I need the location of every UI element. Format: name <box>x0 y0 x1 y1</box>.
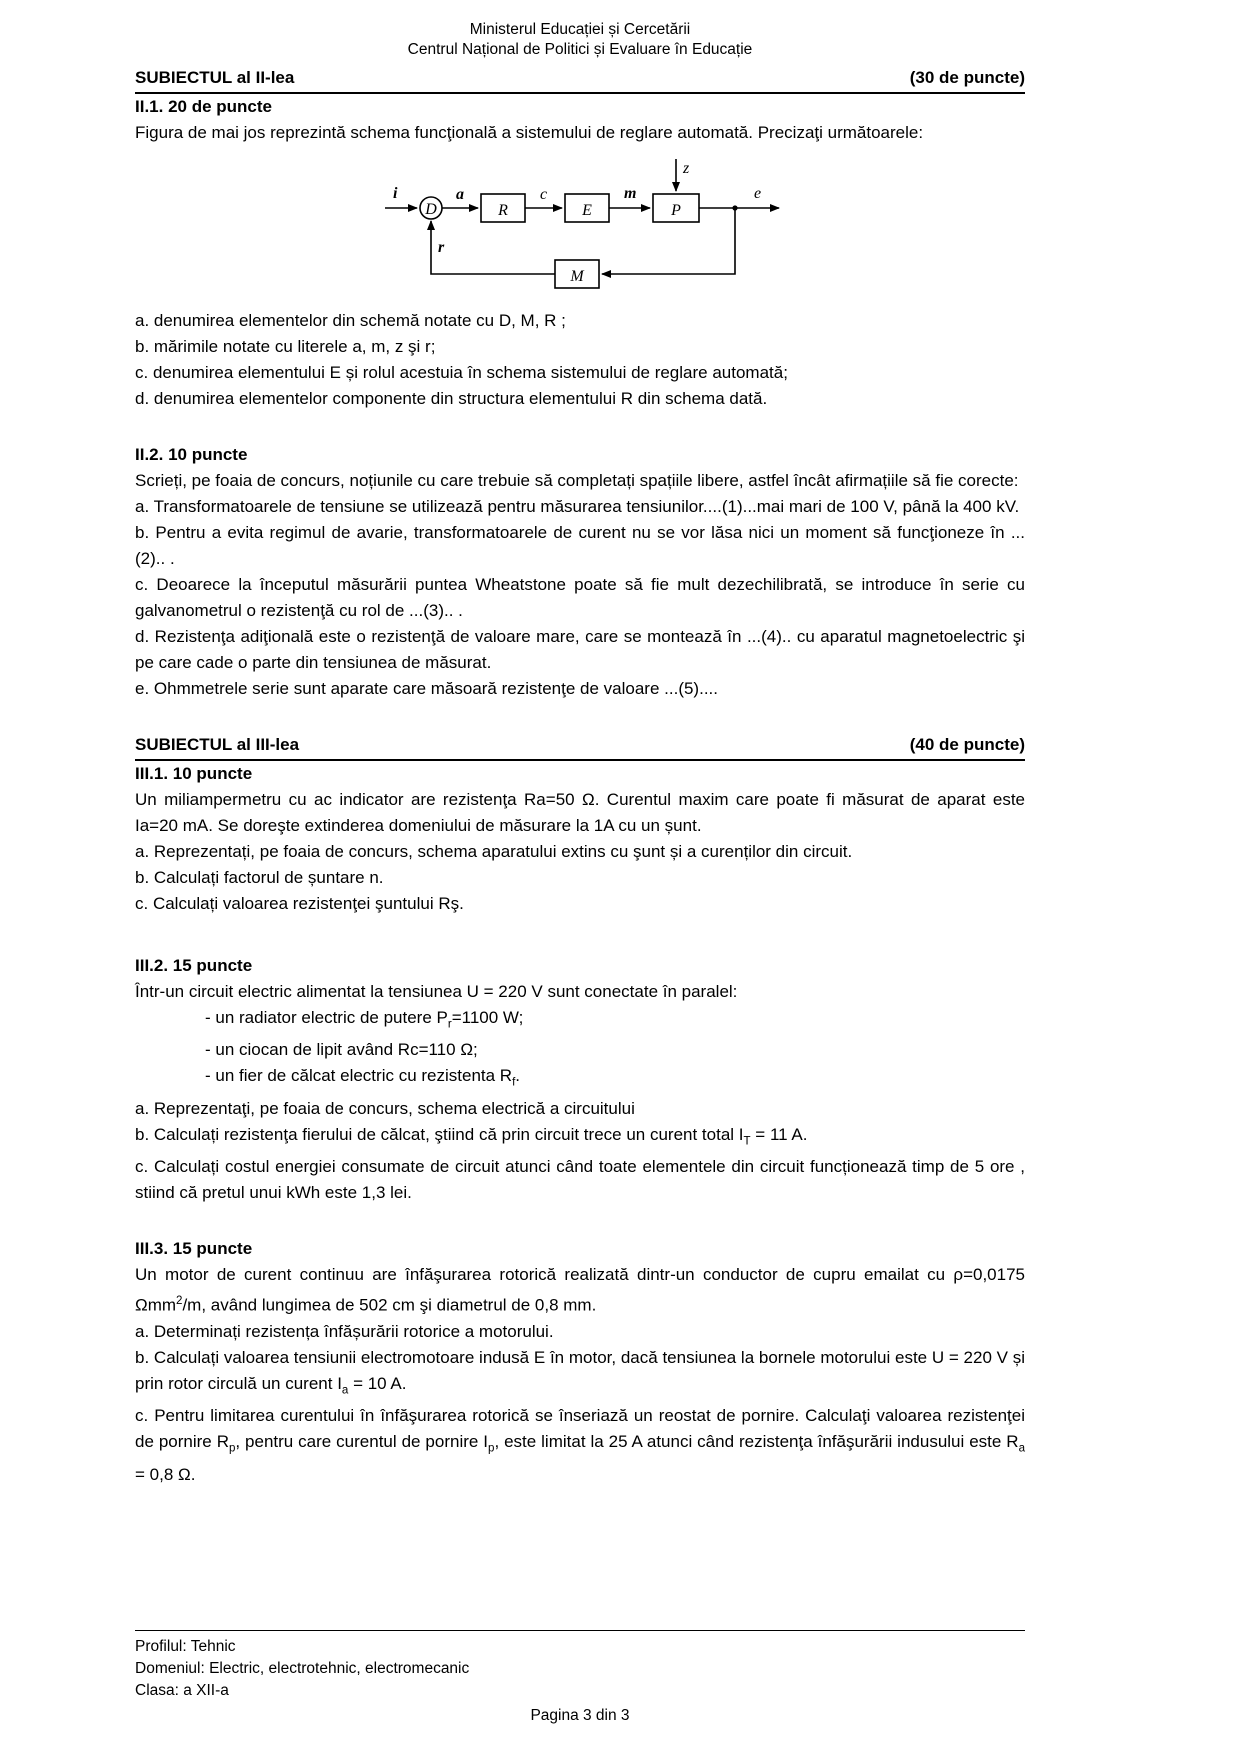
control-system-diagram <box>383 156 1025 296</box>
label-P: P <box>671 202 681 219</box>
iii1-item-c: c. Calculați valoarea rezistenţei şuntului Rş. <box>135 894 464 913</box>
ii2-item-e: e. Ohmmetrele serie sunt aparate care măsoară rezistenţe de valoare ...(5).... <box>135 679 718 698</box>
iii1-item-a: a. Reprezentați, pe foaia de concurs, schema aparatului extins cu şunt și a curenților din circuit. <box>135 842 853 861</box>
label-m: m <box>624 185 637 202</box>
iii3-intro: Un motor de curent continuu are înfăşurarea rotorică realizată dintr-un conductor de cupru emailat cu ρ=0,0175 Ωmm$^2$/m, având lungimea de 502 cm şi diametrul de 0,8 mm. <box>135 1265 1025 1315</box>
label-e: e <box>754 185 762 202</box>
subject3-points: (40 de puncte) <box>909 735 1025 754</box>
ii1-item-c: c. denumirea elementului E și rolul acestuia în schema sistemului de reglare automată; <box>135 363 788 382</box>
subject2-title: SUBIECTUL al II-lea <box>135 68 295 87</box>
iii1-intro: Un miliampermetru cu ac indicator are rezistenţa Ra=50 Ω. Curentul maxim care poate fi măsurat de aparat este Ia=20 mA. Se doreşte extinderea domeniului de măsurare la 1A cu un șunt. <box>135 790 1025 835</box>
iii2-bullet-ciocan: - un ciocan de lipit având Rc=110 Ω; <box>205 1040 478 1060</box>
iii2-bullet-fier: - un fier de călcat electric cu rezistenta $R_f$. <box>205 1066 521 1089</box>
iii3-item-c: c. Pentru limitarea curentului în înfăşurarea rotorică se înseriază un reostat de pornire. Calculaţi valoarea rezistenţei de pornire $R_p$, pentru care curentul de pornire $I_p$, este limitat la 25 A atunci când rezistenţa înfăşurării indusului este $R_a = 0,8$ Ω. <box>135 1406 1025 1484</box>
label-a: a <box>456 186 464 203</box>
page-number: Pagina 3 din 3 <box>530 1707 630 1724</box>
ii1-item-a: a. denumirea elementelor din schemă notate cu D, M, R ; <box>135 311 566 330</box>
iii2-intro: Într-un circuit electric alimentat la tensiunea U = 220 V sunt conectate în paralel: <box>135 982 738 1001</box>
iii2-item-b: b. Calculați rezistenţa fierului de călcat, ştiind că prin circuit trece un curent total $I_T = 11$ A. <box>135 1124 808 1148</box>
iii2-bullet-radiator: - un radiator electric de putere $P_r=1100$ W; <box>205 1008 524 1031</box>
subject3-header-row <box>135 732 1025 761</box>
ii1-intro: Figura de mai jos reprezintă schema funcţională a sistemului de reglare automată. Precizaţi următoarele: <box>135 123 924 142</box>
label-c: c <box>540 186 548 203</box>
heading-iii2: III.2. 15 puncte <box>135 956 253 975</box>
ii1-item-d: d. denumirea elementelor componente din structura elementului R din schema dată. <box>135 389 768 408</box>
center-name: Centrul Național de Politici și Evaluare în Educație <box>407 41 753 58</box>
heading-ii1: II.1. 20 de puncte <box>135 97 272 116</box>
iii2-item-c: c. Calculați costul energiei consumate de circuit atunci când toate elementele din circuit funcționează timp de 5 ore , stiind că pretul unui kWh este 1,3 lei. <box>135 1157 1025 1203</box>
page-footer <box>135 1630 1025 1727</box>
footer-rule <box>135 1630 1025 1631</box>
iii3-item-a: a. Determinați rezistența înfășurării rotorice a motorului. <box>135 1321 554 1341</box>
heading-iii3: III.3. 15 puncte <box>135 1239 253 1259</box>
label-D: D <box>425 201 437 218</box>
ministry-header <box>135 20 1025 60</box>
ii2-item-a: a. Transformatoarele de tensiune se utilizează pentru măsurarea tensiunilor....(1)...mai mari de 100 V, până la 400 kV. <box>135 497 1020 516</box>
ii2-item-c: c. Deoarece la începutul măsurării puntea Wheatstone poate să fie mult dezechilibrată, se introduce în serie cu galvanometrul o rezistenţă cu rol de ...(3).. . <box>135 575 1025 620</box>
ii2-intro: Scrieți, pe foaia de concurs, noțiunile cu care trebuie să completați spațiile libere, astfel încât afirmațiile să fie corecte: <box>135 471 1019 490</box>
label-i: i <box>393 185 398 202</box>
label-E: E <box>582 202 592 219</box>
ii2-item-b: b. Pentru a evita regimul de avarie, transformatoarele de curent nu se vor lăsa nici un moment să funcţioneze în ...(2).. . <box>135 523 1025 568</box>
heading-ii2: II.2. 10 puncte <box>135 445 248 464</box>
subject2-points: (30 de puncte) <box>909 68 1025 87</box>
subject3-title: SUBIECTUL al III-lea <box>135 735 300 754</box>
label-R: R <box>498 202 508 219</box>
footer-profile: Profilul: Tehnic <box>135 1638 236 1655</box>
ministry-name: Ministerul Educației și Cercetării <box>469 21 691 38</box>
iii3-item-b: b. Calculați valoarea tensiunii electromotoare indusă E în motor, dacă tensiunea la bornele motorului este U = 220 V și prin rotor circulă un curent $I_a = 10$ A. <box>135 1347 1025 1397</box>
heading-iii1: III.1. 10 puncte <box>135 764 253 783</box>
block-diagram-svg <box>383 156 783 296</box>
footer-class: Clasa: a XII-a <box>135 1682 229 1699</box>
footer-domain: Domeniul: Electric, electrotehnic, electromecanic <box>135 1660 470 1677</box>
label-r: r <box>438 239 445 256</box>
iii2-item-a: a. Reprezentaţi, pe foaia de concurs, schema electrică a circuitului <box>135 1098 635 1118</box>
label-M: M <box>570 268 584 285</box>
ii1-items <box>135 308 1025 412</box>
subject2-header-row <box>135 65 1025 94</box>
ii1-item-b: b. mărimile notate cu literele a, m, z şi r; <box>135 337 436 356</box>
label-z: z <box>683 160 690 177</box>
ii2-item-d: d. Rezistenţa adiţională este o rezistenţă de valoare mare, care se montează în ...(4).. cu aparatul magnetoelectric şi pe care cade o parte din tensiunea de măsurat. <box>135 627 1025 672</box>
iii1-item-b: b. Calculați factorul de șuntare n. <box>135 868 384 887</box>
feedback-left-segment <box>431 221 555 274</box>
